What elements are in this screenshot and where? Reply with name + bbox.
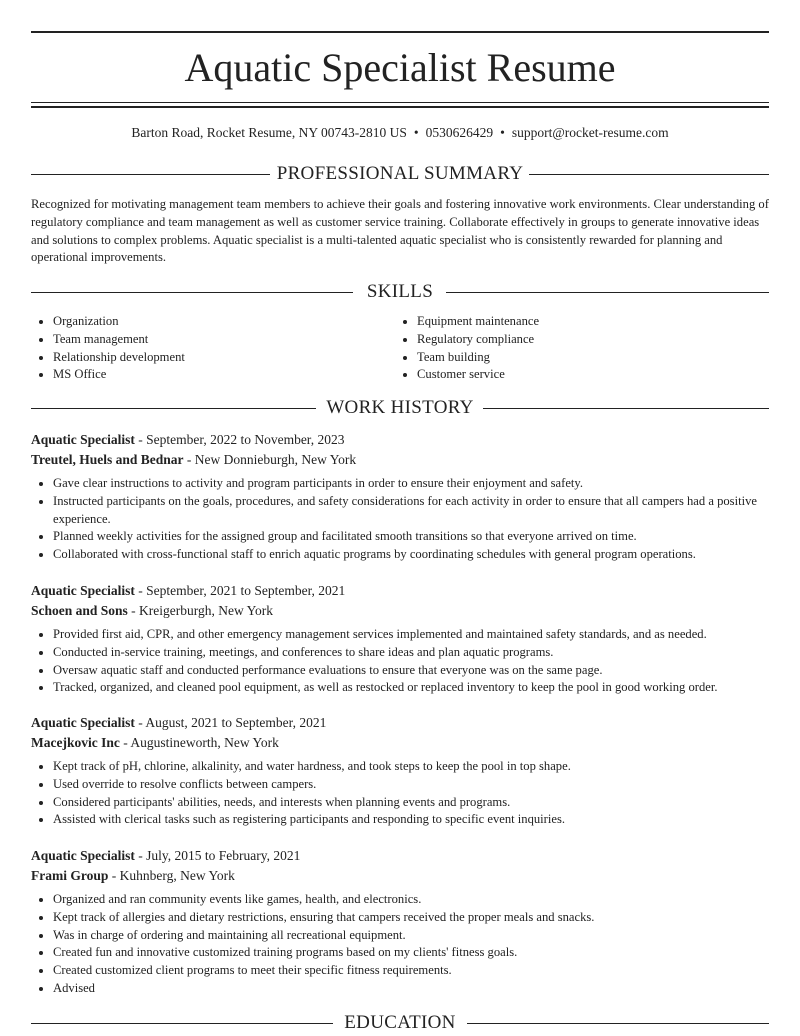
- job-bullets: [31, 475, 769, 564]
- skills-column-2: [395, 313, 539, 384]
- job-bullet: • Was in charge of ordering and maintaining all recreational equipment.: [53, 927, 769, 945]
- contact-address: Barton Road, Rocket Resume, NY 00743-2810 US: [131, 125, 407, 140]
- job-location: - Augustineworth, New York: [119, 735, 279, 750]
- job-entry: [31, 581, 769, 697]
- contact-separator: •: [413, 125, 419, 140]
- job-company: Treutel, Huels and Bednar: [31, 452, 184, 467]
- skills-column-1: [31, 313, 185, 384]
- section-title-work: WORK HISTORY: [326, 397, 474, 418]
- job-dates: - August, 2021 to September, 2021: [134, 715, 327, 730]
- job-title-row: [31, 430, 769, 450]
- job-company: Schoen and Sons: [31, 603, 128, 618]
- section-header-skills: [31, 279, 769, 305]
- job-title: Aquatic Specialist: [31, 848, 135, 863]
- job-title: Aquatic Specialist: [31, 715, 135, 730]
- job-company-row: [31, 601, 769, 621]
- skill-item: • Equipment maintenance: [417, 313, 539, 331]
- summary-text: Recognized for motivating management team members to achieve their goals and fostering innovative work environments. Clear understanding of regulatory compliance and team management as well as customer service training. Collaborate effectively in groups to generate innovative ideas and solutions to complex problems. Aquatic specialist is a multi-talented aquatic specialist who is consistently rewarded for planning and operational improvements.: [31, 197, 769, 265]
- section-title-education: EDUCATION: [344, 1012, 456, 1033]
- job-company-row: [31, 733, 769, 753]
- job-dates: - September, 2022 to November, 2023: [134, 432, 345, 447]
- job-bullet: • Planned weekly activities for the assigned group and facilitated smooth transitions so that everyone arrived on time.: [53, 528, 769, 546]
- section-header-work: [31, 395, 769, 421]
- skill-item: • MS Office: [53, 366, 185, 384]
- section-title-summary: PROFESSIONAL SUMMARY: [276, 163, 524, 184]
- skill-item: • Customer service: [417, 366, 539, 384]
- job-title-row: [31, 713, 769, 733]
- skill-item: • Regulatory compliance: [417, 331, 539, 349]
- job-bullet: • Organized and ran community events like games, health, and electronics.: [53, 891, 769, 909]
- job-entry: [31, 713, 769, 829]
- job-bullet: • Tracked, organized, and cleaned pool equipment, as well as restocked or replaced inventory to keep the pool in good working order.: [53, 679, 769, 697]
- job-bullet: • Advised: [53, 980, 769, 998]
- contact-email: support@rocket-resume.com: [511, 125, 669, 140]
- job-bullet: • Kept track of pH, chlorine, alkalinity, and water hardness, and took steps to keep the pool in top shape.: [53, 758, 769, 776]
- job-bullet: • Gave clear instructions to activity and program participants in order to ensure their enjoyment and safety.: [53, 475, 769, 493]
- top-rule: [31, 31, 769, 33]
- skill-item: • Team building: [417, 349, 539, 367]
- job-dates: - July, 2015 to February, 2021: [134, 848, 301, 863]
- job-bullet: • Kept track of allergies and dietary restrictions, ensuring that campers received the proper meals and snacks.: [53, 909, 769, 927]
- job-location: - Kreigerburgh, New York: [127, 603, 274, 618]
- job-title: Aquatic Specialist: [31, 583, 135, 598]
- title-rule-thin: [31, 102, 769, 103]
- job-bullet: • Considered participants' abilities, needs, and interests when planning events and programs.: [53, 794, 769, 812]
- job-bullet: • Collaborated with cross-functional staff to enrich aquatic programs by coordinating schedules with general program operations.: [53, 546, 769, 564]
- contact-phone: 0530626429: [425, 125, 494, 140]
- section-header-summary: [31, 161, 769, 187]
- job-title-row: [31, 581, 769, 601]
- job-bullet: • Instructed participants on the goals, procedures, and safety considerations for each activity in order to ensure that all campers had a positive experience.: [53, 493, 769, 529]
- job-bullet: • Oversaw aquatic staff and conducted performance evaluations to ensure that everyone was on the same page.: [53, 662, 769, 680]
- job-bullet: • Conducted in-service training, meetings, and conferences to share ideas and plan aquatic programs.: [53, 644, 769, 662]
- contact-separator: •: [500, 125, 505, 140]
- job-entry: [31, 846, 769, 998]
- resume-title: Aquatic Specialist Resume: [184, 45, 616, 90]
- job-bullets: [31, 758, 769, 829]
- job-entry: [31, 430, 769, 564]
- job-company: Frami Group: [31, 868, 109, 883]
- job-company-row: [31, 866, 769, 886]
- job-title-row: [31, 846, 769, 866]
- job-bullet: • Created fun and innovative customized training programs based on my clients' fitness goals.: [53, 944, 769, 962]
- job-bullet: • Assisted with clerical tasks such as registering participants and responding to specific event inquiries.: [53, 811, 769, 829]
- skill-item: • Team management: [53, 331, 185, 349]
- job-bullet: • Created customized client programs to meet their specific fitness requirements.: [53, 962, 769, 980]
- section-header-education: [31, 1010, 769, 1036]
- job-bullet: • Used override to resolve conflicts between campers.: [53, 776, 769, 794]
- job-bullet: • Provided first aid, CPR, and other emergency management services implemented and maintained safety standards, and as needed.: [53, 626, 769, 644]
- job-location: - New Donnieburgh, New York: [183, 452, 357, 467]
- job-bullets: [31, 626, 769, 697]
- job-title: Aquatic Specialist: [31, 432, 135, 447]
- skill-item: • Organization: [53, 313, 185, 331]
- job-location: - Kuhnberg, New York: [108, 868, 235, 883]
- job-bullets: [31, 891, 769, 998]
- job-company: Macejkovic Inc: [31, 735, 120, 750]
- contact-line: [0, 124, 800, 142]
- skill-item: • Relationship development: [53, 349, 185, 367]
- title-rule-thick: [31, 106, 769, 108]
- job-company-row: [31, 450, 769, 470]
- section-title-skills: SKILLS: [366, 281, 434, 302]
- job-dates: - September, 2021 to September, 2021: [134, 583, 346, 598]
